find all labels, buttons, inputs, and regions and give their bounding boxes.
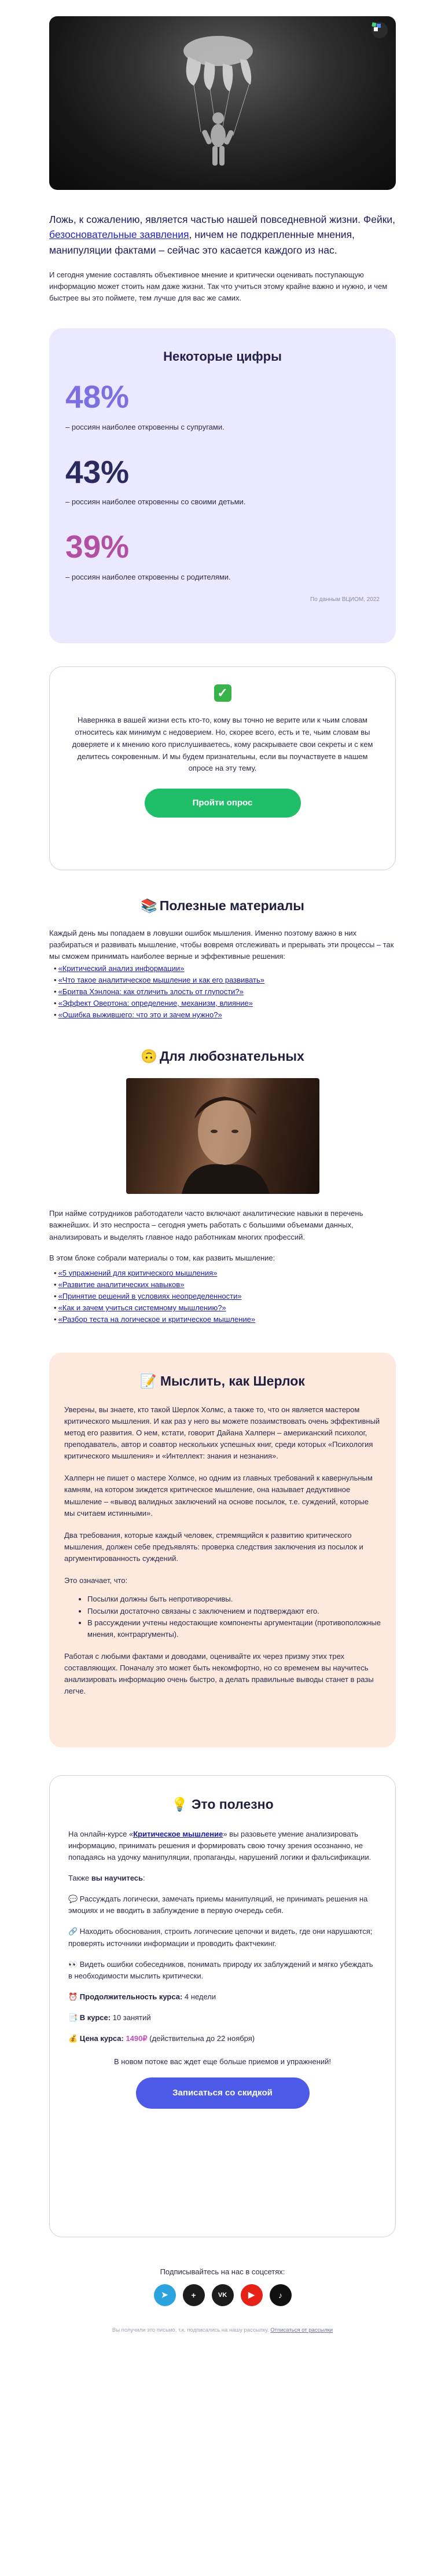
skill-item: 💬 Рассуждать логически, замечать приемы манипуляций, не принимать решения на эмоциях и не вводить в заблуждение в первую очередь себя. — [68, 1895, 368, 1915]
stat-text: – россиян наиболее откровенны со своими детьми. — [65, 497, 246, 507]
vk-icon[interactable] — [183, 2284, 205, 2306]
list-item — [54, 1291, 396, 1302]
material-link[interactable]: «Критический анализ информации» — [58, 963, 185, 973]
tiktok-icon[interactable] — [270, 2284, 292, 2306]
learn-intro — [68, 1873, 377, 1884]
price-note: (действительна до 22 ноября) — [147, 2034, 255, 2043]
curious-link[interactable]: «Как и зачем учиться системному мышлению?» — [58, 1303, 226, 1313]
text-fragment: Также — [68, 1873, 91, 1882]
intro-part1: Ложь, к сожалению, является частью нашей повседневной жизни. Фейки, — [49, 214, 396, 225]
list-item — [54, 1302, 396, 1314]
social-text: Подписывайтесь на нас в соцсетях: — [160, 2267, 285, 2276]
stats-title: Некоторые цифры — [163, 349, 282, 364]
curious-title: Для любознательных — [159, 1049, 304, 1064]
sherlock-paragraph: Уверены, вы знаете, кто такой Шерлок Холмс, а также то, что он является мастером критического мышления. И как раз у него вы можете позаимствовать очень эффективный метод его развития. О нем, кстати, говорит Дайана Халперн – американский психолог, преподаватель, автор и соавтор нескольких успешных книг, среди которых «Психология критического мышления» и «Интеллект: знания и незнания». — [64, 1405, 380, 1461]
logo-icon — [372, 22, 388, 38]
useful-card — [49, 1775, 396, 2237]
stat-item — [65, 529, 380, 581]
sherlock-card — [49, 1353, 396, 1747]
list-item — [54, 986, 396, 998]
youtube-glyph: ▶ — [248, 2290, 255, 2300]
survey-text: Наверняка в вашей жизни есть кто-то, кому вы точно не верите или к чьим словам относитесь как минимум с недоверием. Но, скорее всего, есть и те, чьим словам вы доверяете и к мнению кого прислушиваетесь, кому раскрываете свои секреты и с кем делитесь сокровенным. И мы будем признательны, если вы поучаствуете в нашем опросе на эту тему. — [72, 716, 373, 773]
useful-heading — [68, 1797, 377, 1812]
stat-item — [65, 455, 380, 507]
curious-link[interactable]: «Развитие аналитических навыков» — [58, 1280, 185, 1289]
survey-card — [49, 666, 396, 870]
upside-down-face-icon: 🙃 — [141, 1049, 157, 1064]
text-fragment: На онлайн-курсе « — [68, 1829, 134, 1838]
checkmark-icon: ✓ — [214, 684, 231, 702]
material-link[interactable]: «Что такое аналитическое мышление и как его развивать» — [58, 975, 264, 984]
sherlock-paragraph: Это означает, что: — [64, 1576, 128, 1585]
tiktok-glyph: ♪ — [278, 2290, 282, 2300]
sherlock-title: Мыслить, как Шерлок — [160, 1373, 305, 1388]
footer-text: Вы получили это письмо, т.к. подписались на нашу рассылку. — [112, 2326, 271, 2333]
list-item — [54, 1009, 396, 1021]
stats-card — [49, 328, 396, 643]
curious-heading — [49, 1049, 396, 1064]
sherlock-photo — [126, 1078, 319, 1194]
intro-paragraph: И сегодня умение составлять объективное мнение и критически оценивать поступающую информацию может стоить нам даже жизни. Так что учиться этому крайне важно и нужно, и чем быстрее вы это поймете, тем лучше для вас же самих. — [49, 270, 388, 303]
price-value: 1490₽ — [123, 2034, 148, 2043]
text-fragment: : — [143, 1873, 145, 1882]
lessons-label: 📑 В курсе: — [68, 2013, 111, 2022]
materials-title: Полезные материалы — [159, 898, 304, 914]
list-item — [54, 1314, 396, 1325]
enroll-button[interactable]: Записаться со скидкой — [136, 2077, 310, 2109]
list-item — [54, 974, 396, 986]
text-fragment: » вы разовьете умение анализировать информацию, принимать решения и формировать свою точку зрения осознанно, не попадаясь на удочку манипуляции, пропаганды, нарушений логики и фальсификации. — [68, 1829, 372, 1862]
unsubscribe-link[interactable]: Отписаться от рассылки — [270, 2326, 333, 2333]
text-fragment: вы научитесь — [91, 1873, 144, 1882]
puppet-illustration — [49, 16, 396, 190]
social-section — [49, 2267, 396, 2306]
vk-video-glyph: VK — [218, 2291, 227, 2299]
course-description — [68, 1829, 377, 1863]
telegram-icon[interactable] — [154, 2284, 176, 2306]
list-item — [54, 963, 396, 974]
sherlock-heading — [64, 1373, 381, 1389]
price-label: 💰 Цена курса: — [68, 2034, 124, 2043]
useful-title: Это полезно — [192, 1796, 274, 1812]
material-link[interactable]: «Эффект Овертона: определение, механизм, влияние» — [58, 999, 253, 1008]
duration-label: ⏰ Продолжительность курса: — [68, 1992, 183, 2001]
sherlock-paragraph: Халперн не пишет о мастере Холмсе, но одним из главных требований к кавернульным камням, на котором зиждется критическое мышление, она называет дедуктивное мышление – «вывод валидных заключений на основе посылок, т.е. суждений, которые мы считаем истинными». — [64, 1474, 373, 1518]
intro-link[interactable]: безосновательные заявления — [49, 229, 189, 241]
curious-link[interactable]: «5 упражнений для критического мышления» — [58, 1268, 218, 1277]
take-survey-button[interactable]: Пройти опрос — [145, 789, 301, 818]
youtube-icon[interactable] — [241, 2284, 263, 2306]
intro-part2: , ничем не подкрепленные мнения, манипуляции фактами – сейчас это касается каждого из нас. — [49, 229, 355, 256]
cta-text: В новом потоке вас ждет еще больше приемов и упражнений! — [113, 2057, 332, 2066]
sherlock-bullets — [87, 1593, 381, 1640]
lessons-value: 10 занятий — [111, 2013, 151, 2022]
materials-links — [49, 963, 396, 1021]
social-icons — [49, 2284, 396, 2306]
curious-links — [49, 1267, 396, 1326]
list-item — [54, 1279, 396, 1291]
curious-text-2: В этом блоке собрали материалы о том, как развить мышление: — [49, 1253, 275, 1262]
material-link[interactable]: «Ошибка выжившего: что это и зачем нужно?» — [58, 1010, 222, 1020]
list-item: • В рассуждении учтены недостающие компоненты аргументации (противоположные мнения, контраргументы). — [87, 1617, 381, 1640]
course-link[interactable]: Критическое мышление — [133, 1829, 223, 1838]
stat-text: – россиян наиболее откровенны с супругами. — [65, 422, 225, 431]
list-item: • Посылки должны быть непротиворечивы. — [87, 1593, 381, 1605]
course-price — [68, 2033, 377, 2044]
curious-link[interactable]: «Разбор теста на логическое и критическое мышление» — [58, 1315, 256, 1324]
vk-video-icon[interactable] — [212, 2284, 234, 2306]
intro-text — [49, 212, 396, 258]
list-item: • Посылки достаточно связаны с заключением и подтверждают его. — [87, 1606, 381, 1617]
memo-icon: 📝 — [140, 1373, 157, 1388]
list-item — [54, 1267, 396, 1279]
skill-item: 👀 Видеть ошибки собеседников, понимать природу их заблуждений и мягко убеждать в необходимости мыслить критически. — [68, 1959, 373, 1980]
sherlock-paragraph: Работая с любыми фактами и доводами, оценивайте их через призму этих трех составляющих. Поначалу это может быть некомфортно, но со временем вы научитесь анализировать информацию очень быстро, а делать правильные выводы станет в разы легче. — [64, 1651, 374, 1696]
footer — [49, 2327, 396, 2345]
lightbulb-icon: 💡 — [171, 1796, 189, 1812]
list-item — [54, 998, 396, 1009]
stats-source: По данным ВЦИОМ, 2022 — [310, 596, 380, 603]
course-duration — [68, 1991, 377, 2003]
curious-text: При найме сотрудников работодатели часто включают аналитические навыки в перечень важнейших. И это неспроста – сегодня уметь работать с большими объемами данных, анализировать и выделять главное надо работникам многих профессий. — [49, 1209, 363, 1241]
skill-item: 🔗 Находить обоснования, строить логические цепочки и видеть, где они нарушаются; проверять источники информации и проводить фактчекинг. — [68, 1927, 373, 1948]
hero-image — [49, 16, 396, 190]
vk-glyph: + — [191, 2290, 196, 2300]
material-link[interactable]: «Бритва Хэнлона: как отличить злость от глупости?» — [58, 987, 244, 996]
materials-heading — [49, 898, 396, 914]
stat-text: – россиян наиболее откровенны с родителями. — [65, 572, 231, 581]
sherlock-paragraph: Два требования, которые каждый человек, стремящийся к развитию критического мышления, должен себе предъявлять: проверка следствия заключения из посылок и аргументированность суждений. — [64, 1530, 363, 1563]
stat-value: 39% — [65, 529, 130, 565]
curious-link[interactable]: «Принятие решений в условиях неопределенности» — [58, 1292, 242, 1301]
stat-item — [65, 379, 380, 431]
materials-text: Каждый день мы попадаем в ловушки ошибок мышления. Именно поэтому важно в них разбираться и развивать мышление, чтобы вовремя отслеживать и прерывать эти процессы – так мы сможем принимать наиболее верные и эффективные решения: — [49, 929, 394, 961]
duration-value: 4 недели — [182, 1992, 216, 2001]
stat-value: 48% — [65, 379, 130, 415]
books-icon: 📚 — [141, 898, 157, 914]
telegram-glyph: ➤ — [161, 2290, 168, 2300]
course-lessons — [68, 2012, 377, 2024]
stat-value: 43% — [65, 453, 130, 490]
